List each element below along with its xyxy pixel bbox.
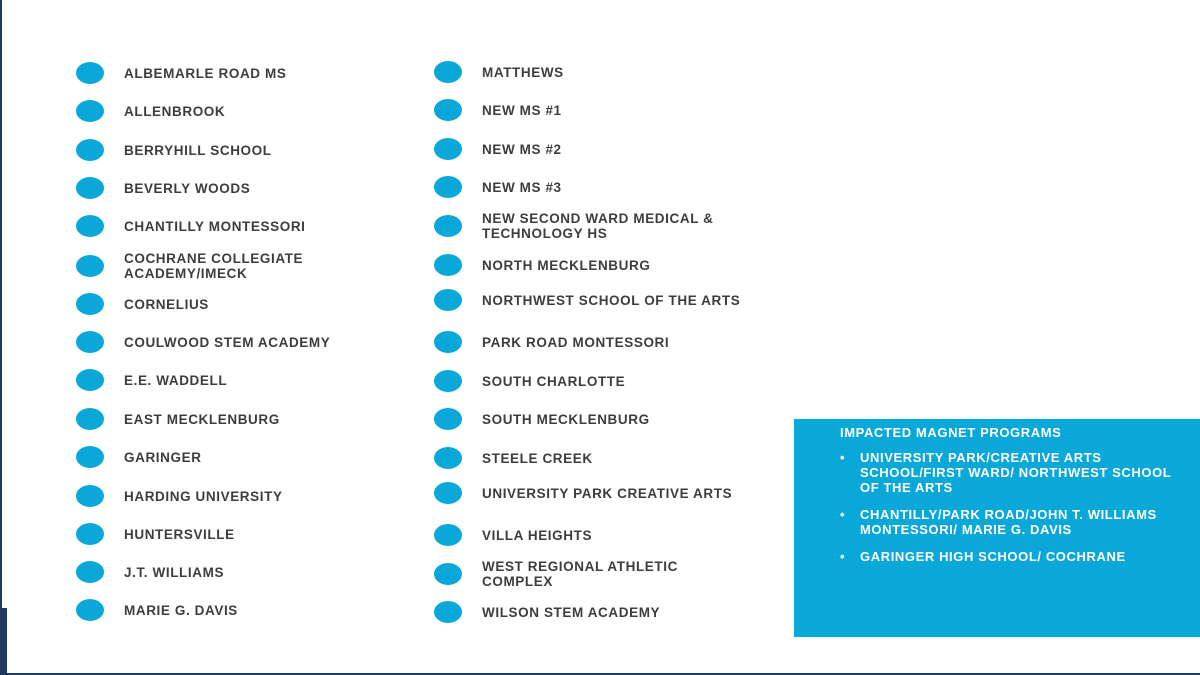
left-edge-accent <box>2 608 7 675</box>
school-name: PARK ROAD MONTESSORI <box>482 334 670 350</box>
school-name: COCHRANE COLLEGIATE ACADEMY/IMECK <box>124 251 304 281</box>
magnet-program: UNIVERSITY PARK/CREATIVE ARTS SCHOOL/FIRST WARD/ NORTHWEST SCHOOL OF THE ARTS <box>860 450 1172 495</box>
school-name: MARIE G. DAVIS <box>124 602 238 618</box>
list-item <box>76 599 414 621</box>
list-item <box>434 482 742 504</box>
school-name: GARINGER <box>124 449 202 465</box>
bullet-icon: • <box>840 507 846 522</box>
list-item <box>434 559 732 589</box>
list-item <box>434 254 782 276</box>
list-item <box>76 561 414 583</box>
list-item <box>76 331 414 353</box>
bullet-dot-icon <box>434 524 462 546</box>
list-item <box>76 446 414 468</box>
bullet-dot-icon <box>76 446 104 468</box>
bullet-dot-icon <box>76 331 104 353</box>
bullet-dot-icon <box>76 561 104 583</box>
bullet-dot-icon <box>76 599 104 621</box>
bullet-dot-icon <box>76 62 104 84</box>
magnet-program-list <box>840 450 1172 564</box>
bullet-dot-icon <box>434 215 462 237</box>
school-name: HUNTERSVILLE <box>124 526 235 542</box>
bullet-dot-icon <box>434 138 462 160</box>
school-name: VILLA HEIGHTS <box>482 527 593 543</box>
list-item <box>76 251 374 281</box>
bullet-dot-icon <box>434 254 462 276</box>
bullet-dot-icon <box>434 289 462 311</box>
bullet-dot-icon <box>434 176 462 198</box>
bullet-dot-icon <box>76 408 104 430</box>
school-name: ALLENBROOK <box>124 103 226 119</box>
bullet-dot-icon <box>76 485 104 507</box>
bullet-dot-icon <box>76 139 104 161</box>
bullet-dot-icon <box>76 369 104 391</box>
school-name: BEVERLY WOODS <box>124 180 251 196</box>
school-name: WEST REGIONAL ATHLETIC COMPLEX <box>482 559 678 589</box>
list-item <box>434 601 782 623</box>
school-name: NORTHWEST SCHOOL OF THE ARTS <box>482 292 741 308</box>
school-name: NEW SECOND WARD MEDICAL & TECHNOLOGY HS <box>482 211 714 241</box>
bullet-dot-icon <box>76 255 104 277</box>
bullet-icon: • <box>840 450 846 465</box>
school-name: COULWOOD STEM ACADEMY <box>124 334 331 350</box>
school-name: SOUTH CHARLOTTE <box>482 373 626 389</box>
list-item <box>434 331 782 353</box>
school-name: HARDING UNIVERSITY <box>124 488 283 504</box>
school-name: UNIVERSITY PARK CREATIVE ARTS <box>482 485 733 501</box>
list-item <box>434 524 782 546</box>
list-item <box>434 138 782 160</box>
list-item <box>76 100 414 122</box>
bullet-dot-icon <box>434 447 462 469</box>
impacted-magnet-panel <box>794 419 1200 637</box>
bullet-dot-icon <box>434 61 462 83</box>
school-name: WILSON STEM ACADEMY <box>482 604 661 620</box>
school-name: NEW MS #2 <box>482 141 562 157</box>
bullet-icon: • <box>840 549 846 564</box>
list-item <box>434 211 782 241</box>
school-name: CORNELIUS <box>124 296 209 312</box>
bullet-dot-icon <box>434 370 462 392</box>
school-name: J.T. WILLIAMS <box>124 564 225 580</box>
list-item <box>76 523 414 545</box>
school-name: BERRYHILL SCHOOL <box>124 142 272 158</box>
list-item <box>840 549 1172 564</box>
list-item <box>840 507 1172 537</box>
list-item <box>76 177 414 199</box>
list-item <box>76 293 414 315</box>
magnet-program: CHANTILLY/PARK ROAD/JOHN T. WILLIAMS MONTESSORI/ MARIE G. DAVIS <box>860 507 1157 537</box>
school-name: SOUTH MECKLENBURG <box>482 411 650 427</box>
list-item <box>76 139 414 161</box>
magnet-program: GARINGER HIGH SCHOOL/ COCHRANE <box>860 549 1126 564</box>
list-item <box>434 99 782 121</box>
list-item <box>76 215 414 237</box>
list-item <box>840 450 1172 495</box>
school-name: MATTHEWS <box>482 64 564 80</box>
list-item <box>434 370 782 392</box>
school-name: STEELE CREEK <box>482 450 593 466</box>
list-item <box>434 289 752 311</box>
bullet-dot-icon <box>434 601 462 623</box>
school-name: NEW MS #3 <box>482 179 562 195</box>
list-item <box>434 447 782 469</box>
list-item <box>76 485 414 507</box>
bullet-dot-icon <box>76 215 104 237</box>
school-name: CHANTILLY MONTESSORI <box>124 218 306 234</box>
school-name: NEW MS #1 <box>482 102 562 118</box>
bullet-dot-icon <box>76 293 104 315</box>
list-item <box>434 408 782 430</box>
bullet-dot-icon <box>434 408 462 430</box>
bullet-dot-icon <box>434 331 462 353</box>
list-item <box>76 62 414 84</box>
school-name: NORTH MECKLENBURG <box>482 257 651 273</box>
bullet-dot-icon <box>76 100 104 122</box>
panel-title: IMPACTED MAGNET PROGRAMS <box>840 425 1062 440</box>
list-item <box>76 408 414 430</box>
bullet-dot-icon <box>76 523 104 545</box>
list-item <box>76 369 414 391</box>
school-name: EAST MECKLENBURG <box>124 411 280 427</box>
bullet-dot-icon <box>434 482 462 504</box>
bullet-dot-icon <box>434 563 462 585</box>
school-name: E.E. WADDELL <box>124 372 228 388</box>
bullet-dot-icon <box>434 99 462 121</box>
bullet-dot-icon <box>76 177 104 199</box>
school-name: ALBEMARLE ROAD MS <box>124 65 287 81</box>
list-item <box>434 176 782 198</box>
list-item <box>434 61 782 83</box>
